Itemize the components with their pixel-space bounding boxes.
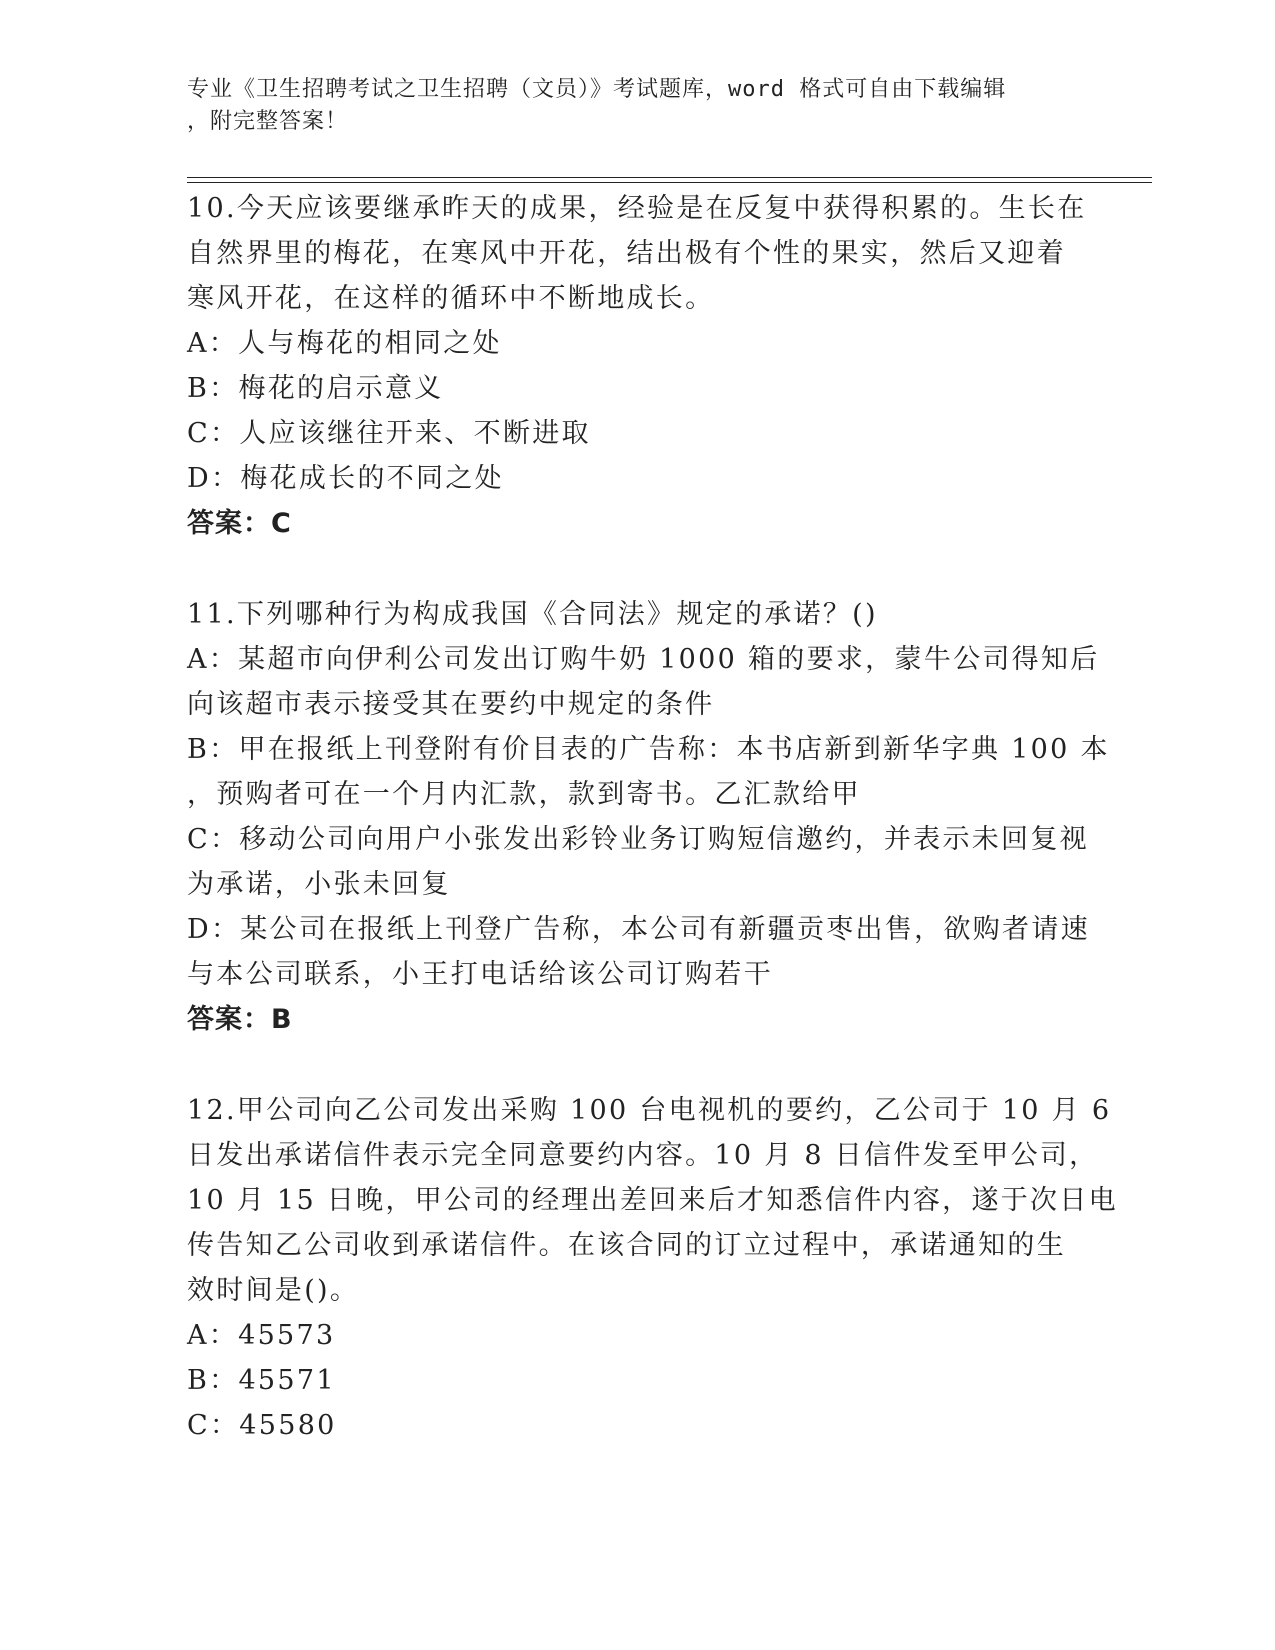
question-stem-line: 自然界里的梅花，在寒风中开花，结出极有个性的果实，然后又迎着 bbox=[187, 238, 1066, 269]
document-header bbox=[187, 74, 1067, 138]
question-gap bbox=[187, 546, 1087, 592]
header-divider-bottom bbox=[187, 182, 1152, 183]
option-a-continued: 向该超市表示接受其在要约中规定的条件 bbox=[187, 689, 715, 720]
option-a: A：某超市向伊利公司发出订购牛奶 1000 箱的要求，蒙牛公司得知后 bbox=[187, 644, 1100, 675]
option-c: C：移动公司向用户小张发出彩铃业务订购短信邀约，并表示未回复视 bbox=[187, 824, 1089, 855]
option-c: C：人应该继往开来、不断进取 bbox=[187, 418, 591, 449]
question-gap bbox=[187, 1042, 1087, 1088]
question-stem-line: 传告知乙公司收到承诺信件。在该合同的订立过程中，承诺通知的生 bbox=[187, 1230, 1066, 1261]
question-stem-line: 11.下列哪种行为构成我国《合同法》规定的承诺？() bbox=[187, 599, 878, 630]
option-b: B：甲在报纸上刊登附有价目表的广告称：本书店新到新华字典 100 本 bbox=[187, 734, 1110, 765]
option-d-continued: 与本公司联系，小王打电话给该公司订购若干 bbox=[187, 959, 773, 990]
option-b: B：45571 bbox=[187, 1365, 336, 1396]
question-stem-line: 10.今天应该要继承昨天的成果，经验是在反复中获得积累的。生长在 bbox=[187, 193, 1087, 224]
option-d: D：梅花成长的不同之处 bbox=[187, 463, 504, 494]
question-stem-line: 日发出承诺信件表示完全同意要约内容。10 月 8 日信件发至甲公司， bbox=[187, 1140, 1099, 1171]
question-10 bbox=[187, 186, 1087, 546]
option-a: A：45573 bbox=[187, 1320, 336, 1351]
question-11 bbox=[187, 592, 1110, 1042]
option-a: A：人与梅花的相同之处 bbox=[187, 328, 502, 359]
question-stem-line: 12.甲公司向乙公司发出采购 100 台电视机的要约，乙公司于 10 月 6 bbox=[187, 1095, 1112, 1126]
option-d: D：某公司在报纸上刊登广告称，本公司有新疆贡枣出售，欲购者请速 bbox=[187, 914, 1090, 945]
question-stem-line: 寒风开花，在这样的循环中不断地成长。 bbox=[187, 283, 715, 314]
answer-label: 答案：C bbox=[187, 508, 292, 539]
question-12 bbox=[187, 1088, 1118, 1448]
header-line: ，附完整答案！ bbox=[187, 109, 349, 134]
option-c: C：45580 bbox=[187, 1410, 337, 1441]
header-line: 专业《卫生招聘考试之卫生招聘（文员）》考试题库，word 格式可自由下载编辑 bbox=[187, 77, 1007, 102]
answer-label: 答案：B bbox=[187, 1004, 293, 1035]
question-list bbox=[187, 186, 1118, 1448]
option-b: B：梅花的启示意义 bbox=[187, 373, 444, 404]
option-b-continued: ，预购者可在一个月内汇款，款到寄书。乙汇款给甲 bbox=[187, 779, 861, 810]
option-c-continued: 为承诺，小张未回复 bbox=[187, 869, 451, 900]
question-stem-line: 10 月 15 日晚，甲公司的经理出差回来后才知悉信件内容，遂于次日电 bbox=[187, 1185, 1118, 1216]
question-stem-line: 效时间是()。 bbox=[187, 1275, 360, 1306]
header-divider-top bbox=[187, 177, 1152, 178]
